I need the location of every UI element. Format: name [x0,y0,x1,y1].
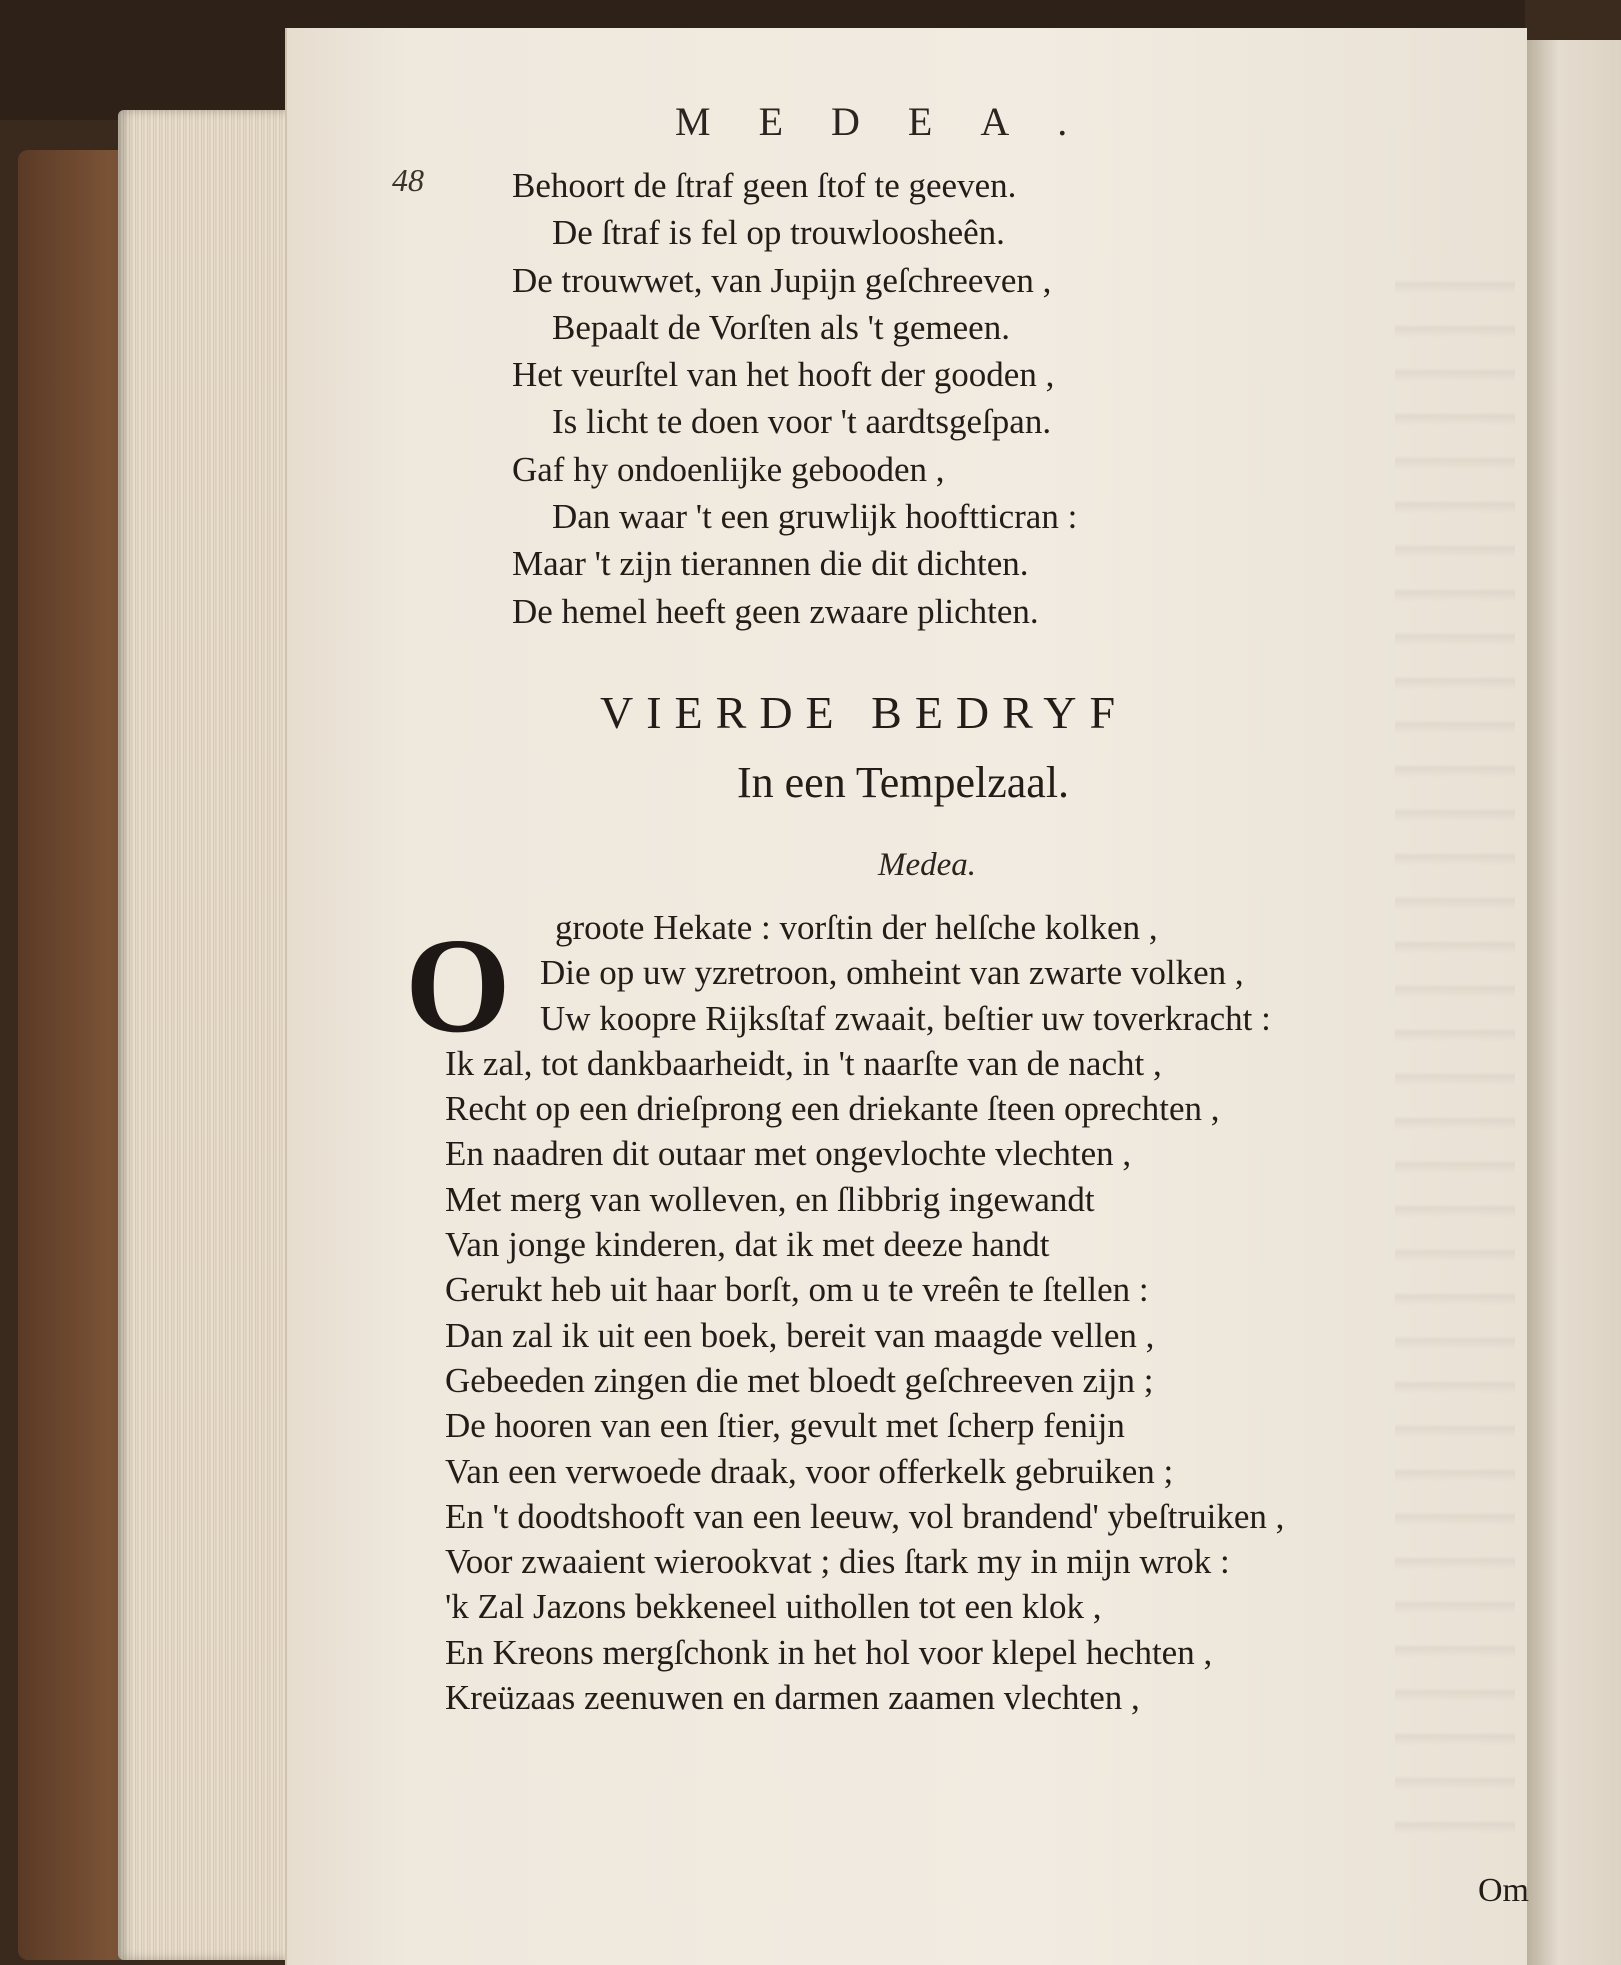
speech-verse [445,905,1485,1720]
chorus-line: Gaf hy ondoenlijke gebooden , [512,449,945,489]
speech-line: Met merg van wolleven, en ſlibbrig ingewandt [445,1179,1095,1219]
speech-line: Van een verwoede draak, voor offerkelk gebruiken ; [445,1451,1174,1491]
speech-line: Gebeeden zingen die met bloedt geſchreeven zijn ; [445,1360,1154,1400]
speech-line: En naadren dit outaar met ongevlochte vlechten , [445,1134,1132,1174]
chorus-line: Maar 't zijn tierannen die dit dichten. [512,544,1029,584]
act-title: VIERDE BEDRYF [600,687,1129,738]
chorus-line: De trouwwet, van Jupijn geſchreeven , [512,260,1052,300]
catchword: Om [1478,1872,1529,1909]
chorus-verse [512,162,1412,635]
speech-line: Kreüzaas zeenuwen en darmen zaamen vlechten , [445,1678,1140,1718]
speech-line: Van jonge kinderen, dat ik met deeze handt [445,1225,1050,1265]
drop-cap: O [405,911,511,1061]
chorus-line: Is licht te doen voor 't aardtsgeſpan. [552,402,1052,442]
chorus-line: De ſtraf is fel op trouwloosheên. [552,213,1005,253]
chorus-line: Dan waar 't een gruwlijk hooftticran : [552,497,1078,537]
speech-line: Dan zal ik uit een boek, bereit van maagde vellen , [445,1315,1155,1355]
page-edges [118,110,308,1960]
speech-line: Voor zwaaient wierookvat ; dies ſtark my in mijn wrok : [445,1542,1230,1582]
speaker-name: Medea. [878,847,977,883]
chorus-line: Bepaalt de Vorſten als 't gemeen. [552,307,1010,347]
page-number: 48 [392,162,424,198]
speech-line: Gerukt heb uit haar borſt, om u te vreên te ſtellen : [445,1270,1149,1310]
chorus-line: Behoort de ſtraf geen ſtof te geeven. [512,166,1017,205]
speech-line: Die op uw yzretroon, omheint van zwarte volken , [540,953,1244,993]
speech-line: 'k Zal Jazons bekkeneel uithollen tot een klok , [445,1587,1102,1627]
speech-line: Uw koopre Rijksſtaf zwaait, beſtier uw toverkracht : [540,998,1271,1038]
speech-line: De hooren van een ſtier, gevult met ſcherp fenijn [445,1406,1125,1446]
running-head: MEDEA. [675,99,1116,144]
speech-line: Recht op een drieſprong een driekante ſteen oprechten , [445,1089,1220,1129]
speech-line: Ik zal, tot dankbaarheidt, in 't naarſte van de nacht , [445,1043,1162,1083]
chorus-line: De hemel heeft geen zwaare plichten. [512,591,1039,631]
speech-line: En Kreons mergſchonk in het hol voor klepel hechten , [445,1632,1213,1672]
facing-page [1525,40,1621,1965]
speech-line: En 't doodtshooft van een leeuw, vol brandend' ybeſtruiken , [445,1496,1285,1536]
speech-line: groote Hekate : vorſtin der helſche kolken , [555,908,1158,947]
chorus-line: Het veurſtel van het hooft der gooden , [512,355,1055,395]
scene-heading: In een Tempelzaal. [737,758,1070,807]
